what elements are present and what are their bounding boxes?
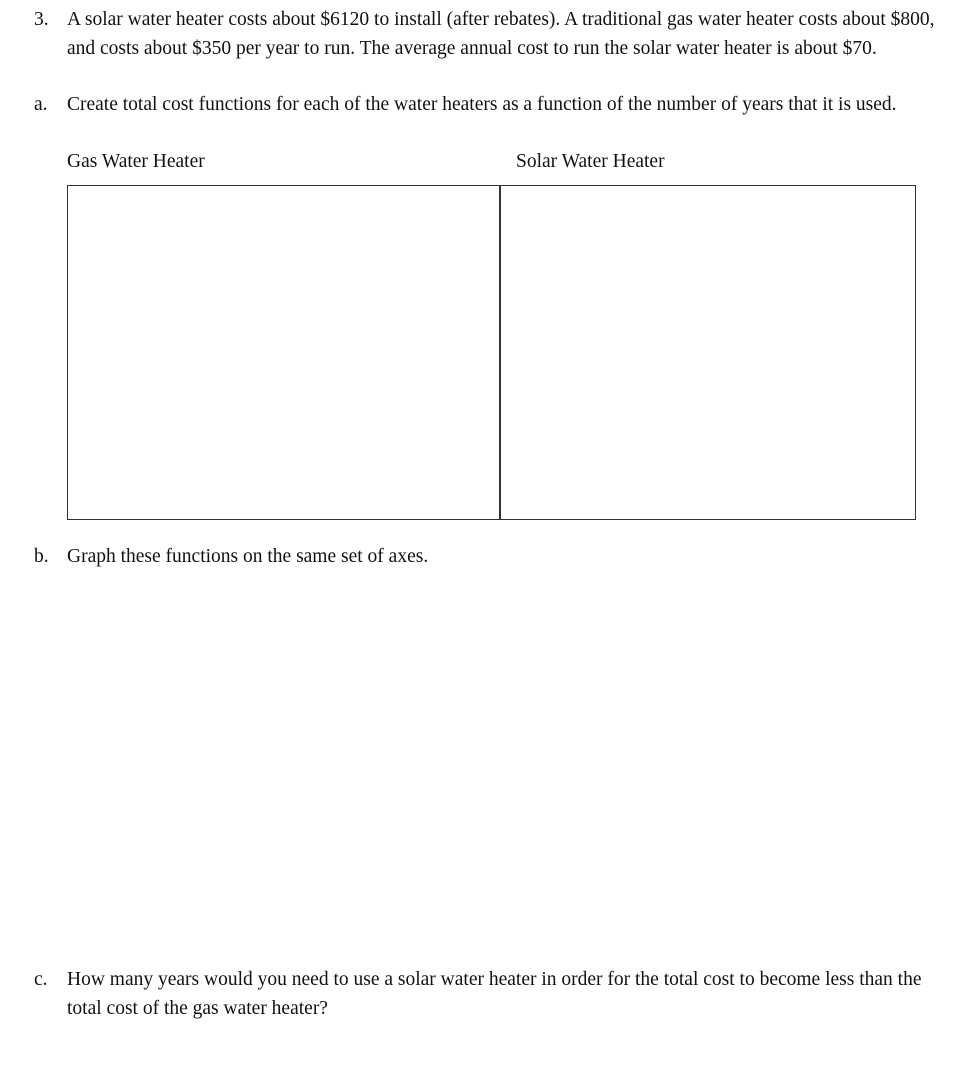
part-b-label: b. xyxy=(34,546,49,567)
gas-water-heater-label: Gas Water Heater xyxy=(67,151,205,172)
question-number: 3. xyxy=(34,9,49,30)
solar-answer-box[interactable] xyxy=(499,185,916,520)
gas-answer-box[interactable] xyxy=(67,185,501,520)
part-c-label: c. xyxy=(34,969,48,990)
part-b-text: Graph these functions on the same set of axes. xyxy=(67,546,429,567)
question-text: A solar water heater costs about $6120 to install (after rebates). A traditional gas water heater costs about $800, and costs about $350 per year to run. The average annual cost to run the solar water heater is about $70. xyxy=(67,9,935,59)
part-a-text: Create total cost functions for each of the water heaters as a function of the number of years that it is used. xyxy=(67,94,897,115)
part-a-label: a. xyxy=(34,94,48,115)
solar-water-heater-label: Solar Water Heater xyxy=(516,151,665,172)
part-c-text: How many years would you need to use a solar water heater in order for the total cost to become less than the total cost of the gas water heater? xyxy=(67,969,922,1019)
